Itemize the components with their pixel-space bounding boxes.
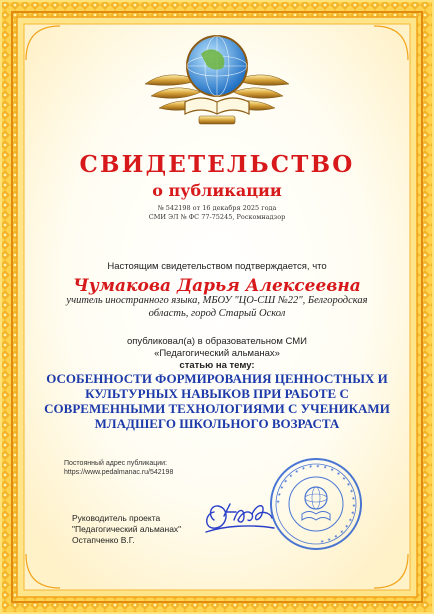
published-text: опубликовал(а) в образовательном СМИ [126,336,308,347]
registration-number: № 542198 от 16 декабря 2025 года [157,204,277,212]
media-license: СМИ ЭЛ № ФС 77-75245, Роскомнадзор [148,213,286,221]
article-title-line: МЛАДШЕГО ШКОЛЬНОГО ВОЗРАСТА [94,416,340,431]
signer-name: Остапченко В.Г. [72,535,135,545]
certificate-subtitle: о публикации [152,181,282,200]
article-title-line: КУЛЬТУРНЫХ НАВЫКОВ ПРИ РАБОТЕ С [85,386,349,401]
signer-project: "Педагогический альманах" [72,524,182,534]
certificate-title: СВИДЕТЕЛЬСТВО [79,151,355,178]
address-label: Постоянный адрес публикации: [64,460,168,467]
recipient-name: Чумакова Дарья Алексеевна [73,276,361,296]
media-name: «Педагогический альманах» [154,348,280,359]
globe-book-emblem [137,22,297,134]
signer-role: Руководитель проекта [72,513,161,523]
confirmation-text: Настоящим свидетельством подтверждается, что [107,261,327,272]
article-title-line: ОСОБЕННОСТИ ФОРМИРОВАНИЯ ЦЕННОСТНЫХ И [46,371,388,386]
recipient-position-line: учитель иностранного языка, МБОУ "ЦО-СШ №22", Белгородская [66,295,368,306]
official-seal [268,456,364,552]
svg-text:✶ ✶ ✶ ✶ ✶ ✶ ✶ ✶ ✶ ✶ ✶ ✶ ✶ ✶ ✶: ✶ ✶ ✶ ✶ ✶ ✶ ✶ ✶ ✶ ✶ ✶ ✶ ✶ ✶ ✶ ✶ ✶ ✶ ✶ ✶ ✶ ✶ ✶ ✶ [275,463,357,544]
recipient-position-line: область, город Старый Оскол [148,308,286,319]
publication-link[interactable]: https://www.pedalmanac.ru/542198 [64,469,174,476]
article-label: статью на тему: [179,360,255,371]
article-title-line: СОВРЕМЕННЫМИ ТЕХНОЛОГИЯМИ С УЧЕНИКАМИ [44,401,390,416]
